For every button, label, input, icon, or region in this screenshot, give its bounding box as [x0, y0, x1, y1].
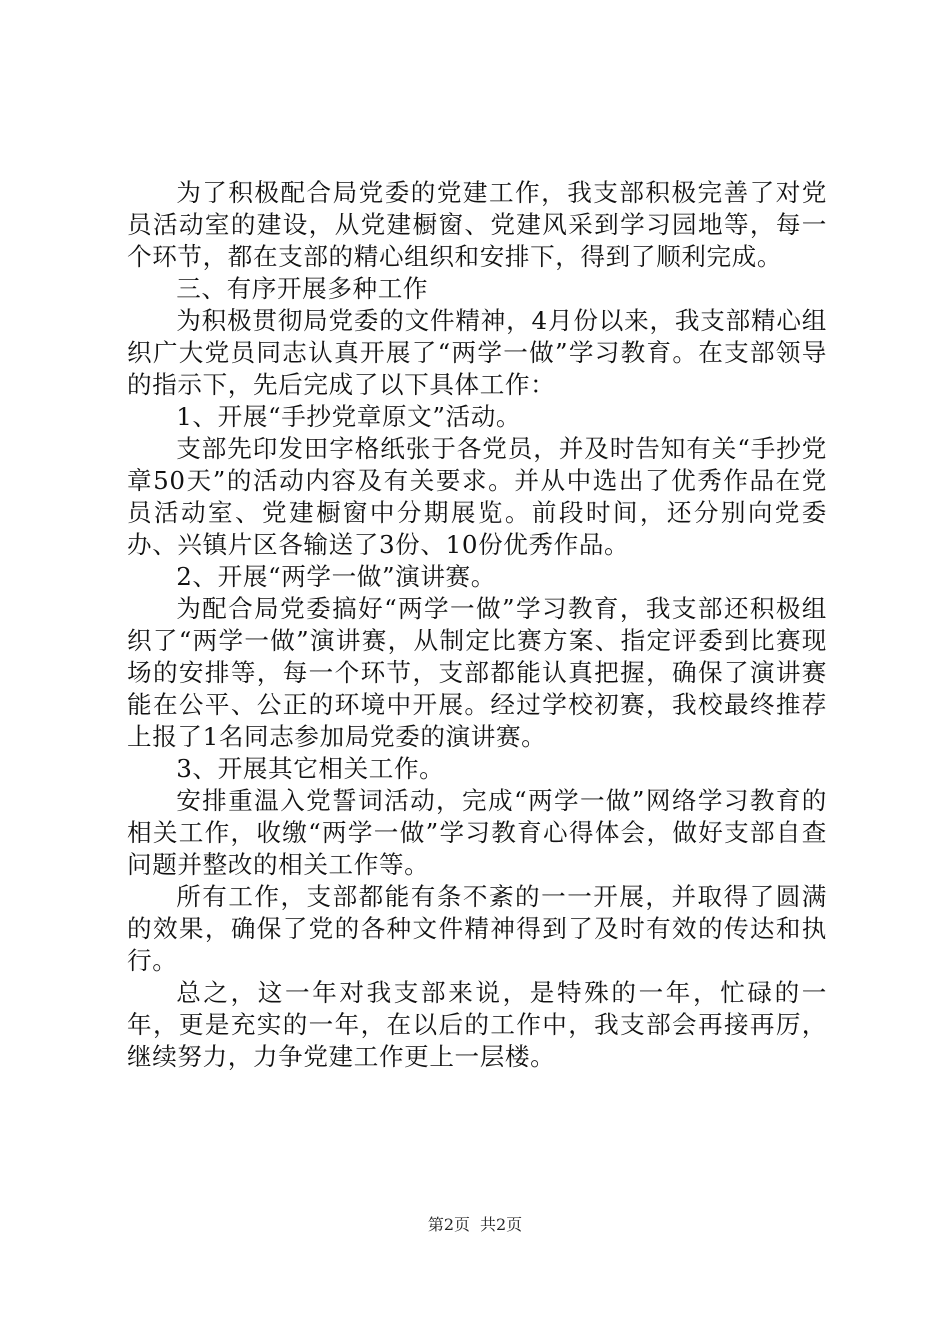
page-number: 第2页	[427, 1215, 470, 1234]
item-heading-3: 3、开展其它相关工作。	[176, 754, 445, 783]
paragraph-conclusion: 总之，这一年对我支部来说，是特殊的一年，忙碌的一年，更是充实的一年，在以后的工作中，我支部会再接再厉，继续努力，力争党建工作更上一层楼。	[127, 978, 827, 1071]
item-heading-1: 1、开展“手抄党章原文”活动。	[176, 402, 522, 431]
page-total: 共2页	[480, 1215, 523, 1234]
paragraph-results: 所有工作，支部都能有条不紊的一一开展，并取得了圆满的效果，确保了党的各种文件精神得到了及时有效的传达和执行。	[127, 882, 827, 975]
paragraph-item-2: 为配合局党委搞好“两学一做”学习教育，我支部还积极组织了“两学一做”演讲赛，从制定比赛方案、指定评委到比赛现场的安排等，每一个环节，支部都能认真把握，确保了演讲赛能在公平、公正的环境中开展。经过学校初赛，我校最终推荐上报了1名同志参加局党委的演讲赛。	[127, 594, 827, 751]
paragraph-item-1: 支部先印发田字格纸张于各党员，并及时告知有关“手抄党章50天”的活动内容及有关要求。并从中选出了优秀作品在党员活动室、党建橱窗中分期展览。前段时间，还分别向党委办、兴镇片区各输送了3份、10份优秀作品。	[127, 434, 827, 559]
item-heading-2: 2、开展“两学一做”演讲赛。	[176, 562, 496, 591]
document-body	[127, 177, 827, 1073]
section-heading-three: 三、有序开展多种工作	[176, 274, 429, 303]
paragraph-two-learn-one-do: 为积极贯彻局党委的文件精神，4月份以来，我支部精心组织广大党员同志认真开展了“两学一做”学习教育。在支部领导的指示下，先后完成了以下具体工作：	[127, 306, 827, 399]
paragraph-item-3: 安排重温入党誓词活动，完成“两学一做”网络学习教育的相关工作，收缴“两学一做”学习教育心得体会，做好支部自查问题并整改的相关工作等。	[127, 786, 827, 879]
page-footer	[0, 1214, 950, 1236]
paragraph-activity-room: 为了积极配合局党委的党建工作，我支部积极完善了对党员活动室的建设，从党建橱窗、党建风采到学习园地等，每一个环节，都在支部的精心组织和安排下，得到了顺利完成。	[127, 178, 827, 271]
